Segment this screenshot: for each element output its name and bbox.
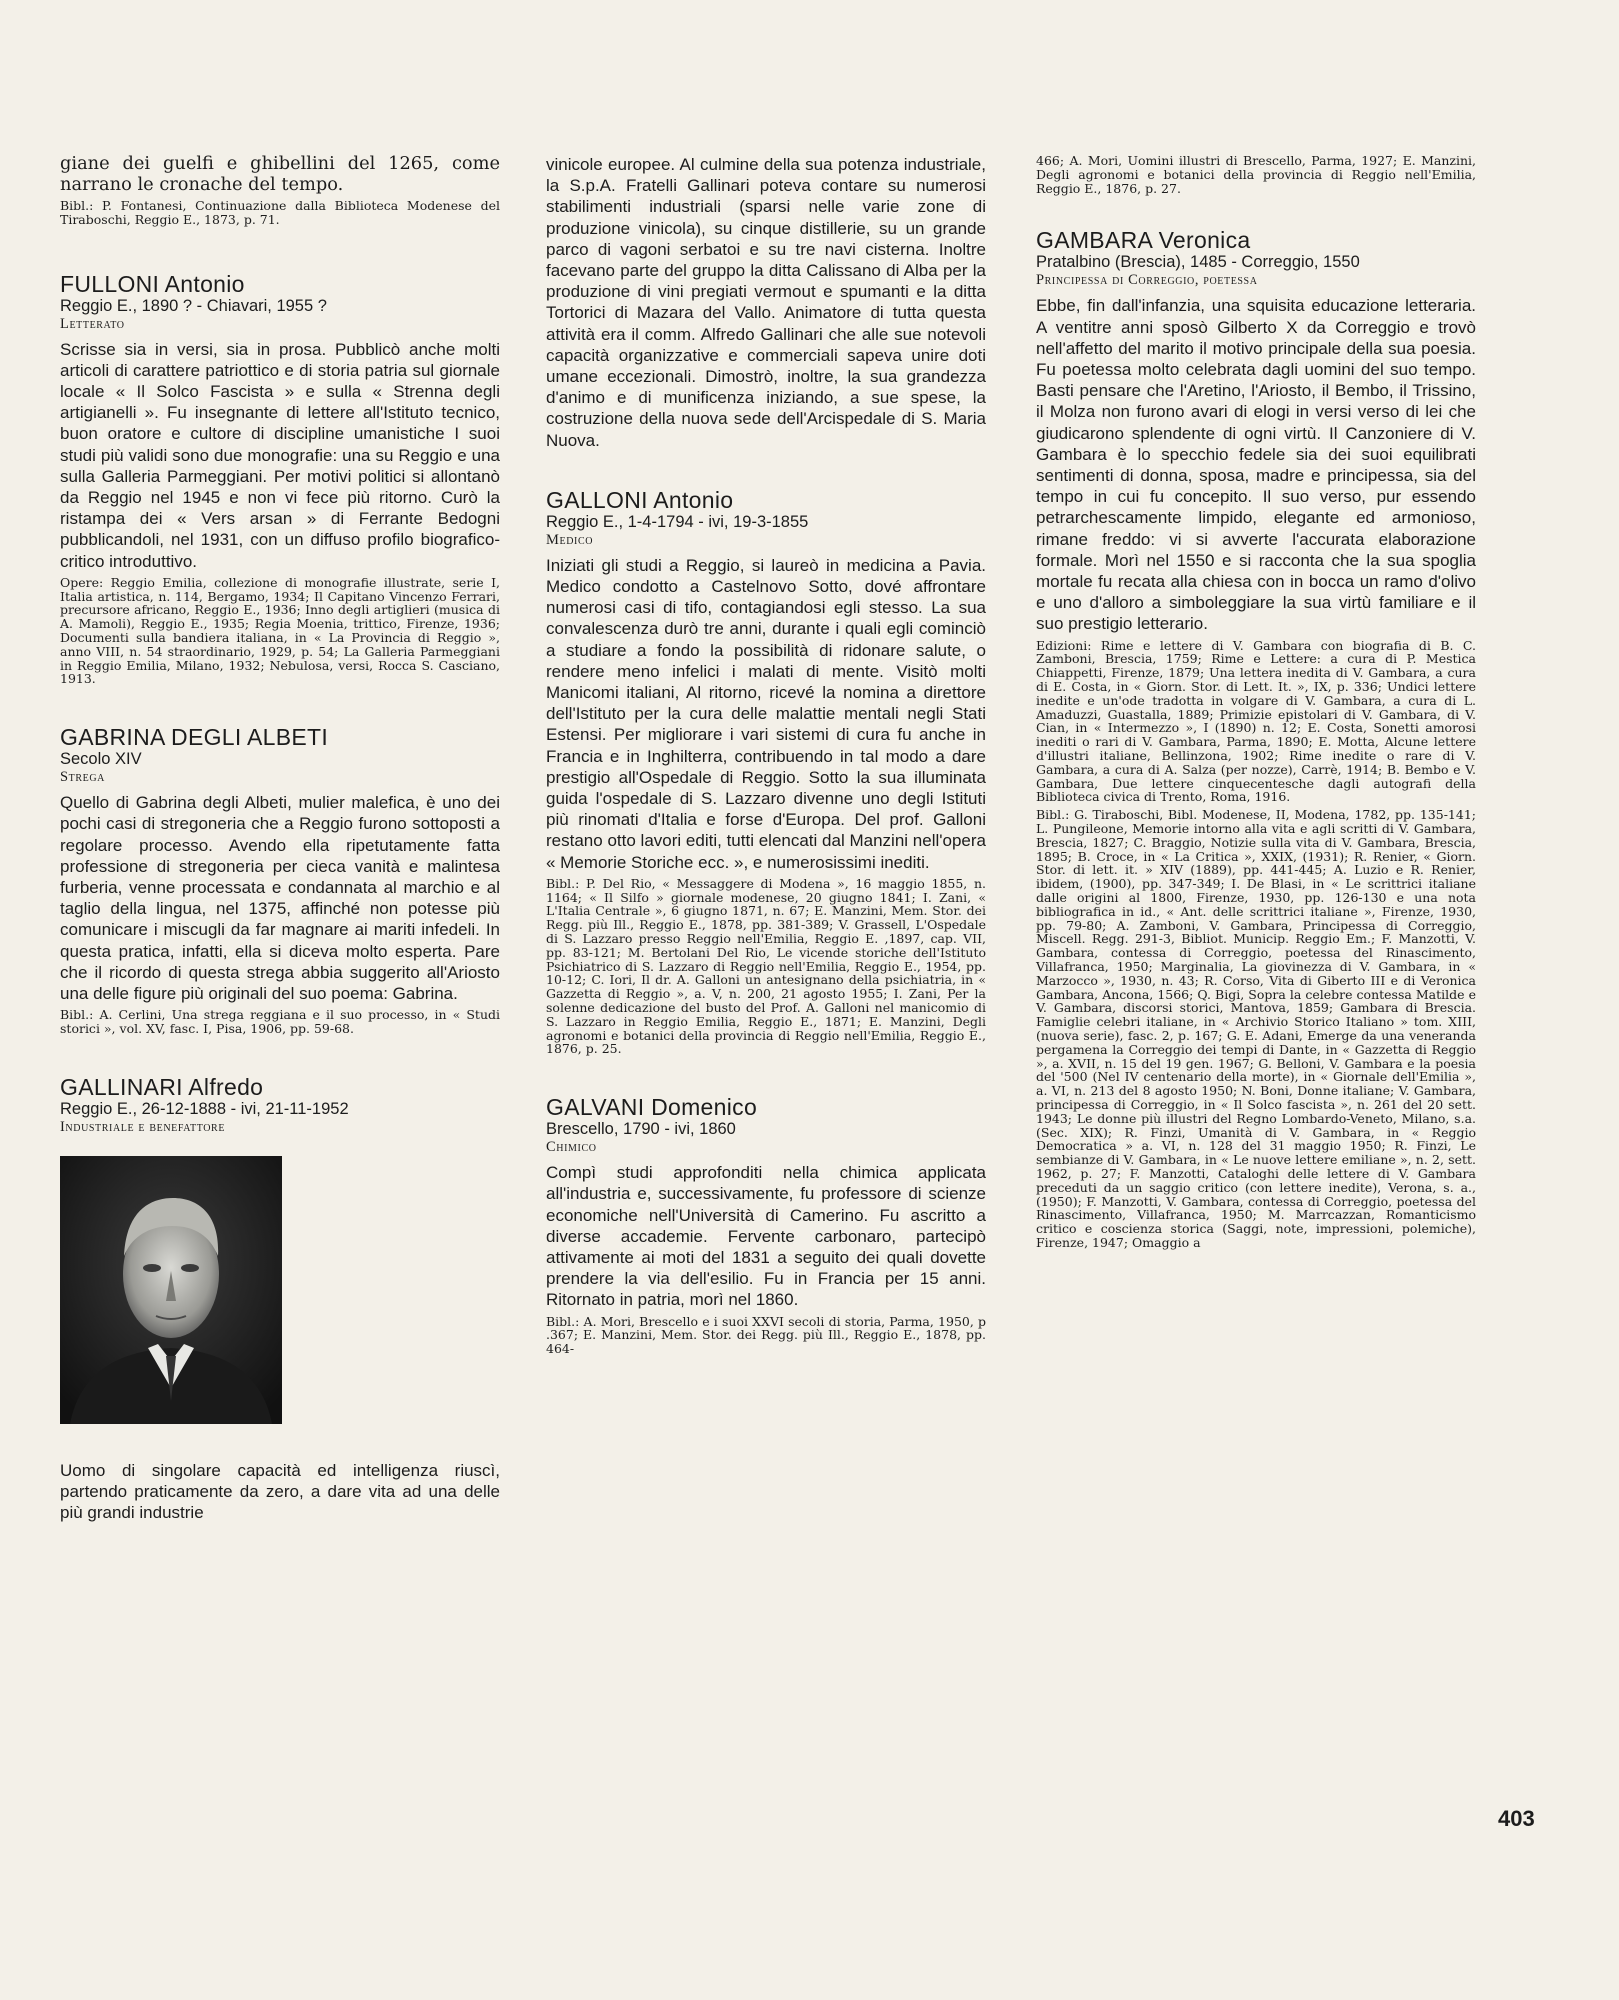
entry-heading	[60, 271, 500, 297]
bibliography: Bibl.: G. Tiraboschi, Bibl. Modenese, II, Modena, 1782, pp. 135-141; L. Pungileone, Memorie intorno alla vita e agli scritti di V. Gambara, Brescia, 1827; C. Braggio, Notizie sulla vita di V. Gambara, Brescia, 1895; B. Croce, in « La Critica », XXIX, (1931); R. Renier, « Giorn. Stor. di lett. it. » XIV (1889), pp. 441-445; A. Luzio e R. Renier, ibidem, (1900), pp. 347-349; I. De Blasi, in « Le scrittrici italiane dalle origini al 1800, Firenze, 1930, pp. 126-130 e una nota bibliografica in id., « Ant. delle scrittrici italiane », Firenze, 1930, pp. 79-80; A. Zamboni, V. Gambara, Principessa di Correggio, Miscell. Regg. 291-3, Bibliot. Municip. Reggio Em.; F. Manzotti, V. Gambara, contessa di Correggio, poetessa del Rinascimento, Villafranca, 1950; Marginalia, La giovinezza di V. Gambara, in « Marzocco », 1930, n. 43; R. Corso, Vita di Giberto III e di Veronica Gambara, Ancona, 1566; Q. Bigi, Sopra la celebre contessa Matilde e V. Gambara, discorsi storici, Mantova, 1859; Gambara di Brescia. Famiglie celebri italiane, in « Archivio Storico Italiano » tom. XIII, (nuova serie), fasc. 2, p. 167; G. E. Adani, Emerge da una veneranda pergamena la Correggio dei tempi di Dante, in « Gazzetta di Reggio », a. XVII, n. 15 del 19 gen. 1967; G. Belloni, V. Gambara e la poesia del '500 (Nel IV centenario della morte), in « Giornale dell'Emilia », a. VI, n. 213 del 8 agosto 1950; N. Boni, Donne italiane; V. Gambara, principessa di Correggio, in « Il Solco fascista », n. 261 del 20 sett. 1943; Le donne più illustri del Regno Lombardo-Veneto, Milano, s.a. (Sec. XIX); R. Finzi, Umanità di V. Gambara, in « Reggio Democratica » a. VI, n. 128 del 31 maggio 1950; R. Finzi, Le sembianze di V. Gambara, in « Le nuove lettere emiliane », n. 2, sett. 1962, p. 27; F. Manzotti, Cataloghi delle lettere di V. Gambara preceduti da un saggio critico (con lettere inedite), Verona, s. a., (1950); F. Manzotti, V. Gambara, contessa di Correggio, poetessa del Rinascimento, Villafranca, 1950; M. Marrcazzan, Romanticismo critico e coscienza storica (Saggi, note, impressioni, polemiche), Firenze, 1947; Omaggio a	[1036, 807, 1476, 1250]
page-number: 403	[1498, 1806, 1535, 1831]
bibliography: Bibl.: A. Mori, Brescello e i suoi XXVI secoli di storia, Parma, 1950, p .367; E. Manzini, Mem. Stor. dei Regg. più Ill., Reggio E., 1878, pp. 464-	[546, 1313, 986, 1357]
entry-given-name: Veronica	[1158, 227, 1251, 254]
entry-given-name: Antonio	[164, 270, 245, 297]
entry-text: Uomo di singolare capacità ed intelligenza riuscì, partendo praticamente da zero, a dare vita ad una delle più grandi industrie	[60, 1460, 500, 1523]
entry-text: Ebbe, fin dall'infanzia, una squisita educazione letteraria. A ventitre anni sposò Gilberto X da Correggio e trovò nell'affetto del marito il motivo principale della sua poesia. Fu poetessa molto celebrata dagli uomini del suo tempo. Basti pensare che l'Aretino, l'Ariosto, il Bembo, il Trissino, il Molza non furono avari di elogi in versi verso di lei che giudicarono splendente di ogni virtù. Il Canzoniere di V. Gambara è lo specchio fedele sia dei suoi equilibrati sentimenti di donna, sposa, madre e principessa, sia del tempo in cui fu concepito. Il suo verso, pur essendo petrarchescamente limpido, elegante ed armonioso, rimane freddo: vi si avverte l'accurata elaborazione formale. Morì nel 1550 e si racconta che la sua spoglia mortale fu recata alla chiesa con in bocca un ramo d'olivo e uno d'alloro a simboleggiare la sua virtù familiare e il suo prestigio letterario.	[1036, 296, 1476, 634]
entry-profession: Strega	[60, 769, 105, 786]
entry-profession: Principessa di Correggio, poetessa	[1036, 272, 1258, 289]
entry-gabrina	[60, 724, 500, 1036]
bibliography: Bibl.: P. Fontanesi, Continuazione dalla Biblioteca Modenese del Tiraboschi, Reggio E., 1873, p. 71.	[60, 198, 500, 227]
entry-heading	[60, 1074, 500, 1100]
entry-galvani	[546, 1094, 986, 1356]
entry-heading	[546, 487, 986, 513]
continued-text: giane dei guelfi e ghibellini del 1265, come narrano le cronache del tempo.	[60, 153, 500, 195]
entry-heading	[1036, 227, 1476, 253]
entry-given-name: Antonio	[653, 486, 734, 513]
entry-profession: Chimico	[546, 1139, 597, 1156]
entry-surname: GALVANI	[546, 1094, 645, 1121]
entry-dates: Reggio E., 26-12-1888 - ivi, 21-11-1952	[60, 1099, 349, 1118]
column-2	[546, 154, 986, 1356]
column-3	[1036, 154, 1476, 1250]
entry-gallinari	[60, 1074, 500, 1524]
bibliography: 466; A. Mori, Uomini illustri di Brescello, Parma, 1927; E. Manzini, Degli agronomi e botanici della provincia di Reggio nell'Emilia, Reggio E., 1876, p. 27.	[1036, 153, 1476, 196]
entry-given-name: Alfredo	[188, 1073, 264, 1100]
entry-text: Scrisse sia in versi, sia in prosa. Pubblicò anche molti articoli di carattere patriottico e di storia patria sul giornale locale « Il Solco Fascista » e sulla « Strenna degli artigianelli ». Fu insegnante di lettere all'Istituto tecnico, buon oratore e cultore di discipline umanistiche I suoi studi più validi sono due monografie: una su Reggio e una sulla Galleria Parmeggiani. Per motivi politici si allontanò da Reggio nel 1945 e non vi fece più ritorno. Curò la ristampa dei « Vers arsan » di Ferrante Bedogni pubblicandoli, nel 1931, con un diffuso profilo biografico-critico introduttivo.	[60, 339, 500, 571]
entry-surname: GAMBARA	[1036, 227, 1152, 254]
entry-gambara	[1036, 227, 1476, 1249]
entry-surname: GALLINARI	[60, 1073, 183, 1100]
entry-dates: Brescello, 1790 - ivi, 1860	[546, 1120, 736, 1139]
column-1	[60, 154, 500, 1523]
entry-galloni	[546, 487, 986, 1056]
entry-text: Iniziati gli studi a Reggio, si laureò in medicina a Pavia. Medico condotto a Castelnovo Sotto, dové affrontare numerosi casi di tifo, contagiandosi egli stesso. La sua convalescenza durò tre anni, durante i quali egli cominciò a studiare a fondo la possibilità di ridonare salute, o rendere meno infelici i malati di mente. Visitò molti Manicomi italiani, Al ritorno, ricevé la nomina a direttore dell'Istituto per la cura delle malattie mentali negli Stati Estensi. Per migliorare i vari sistemi di cura fu anche in Francia e in Inghilterra, contribuendo in tal modo a dare prestigio all'Ospedale di Reggio. Sotto la sua illuminata guida l'ospedale di S. Lazzaro divenne uno degli Istituti più rinomati d'Italia e forse d'Europa. Del prof. Galloni restano otto lavori editi, tutti elencati dal Manzini nell'opera « Memorie Storiche ecc. », e numerosissimi inediti.	[546, 555, 986, 872]
entry-text: Quello di Gabrina degli Albeti, mulier malefica, è uno dei pochi casi di stregoneria che a Reggio furono sottoposti a regolare processo. Avendo ella ripetutamente fatta professione di stregoneria per cieca vanità e malintesa furberia, venne processata e condannata al marchio e al taglio della lingua, nel 1375, affinché non potesse più comunicare i miscugli da far magnare ai mariti infedeli. In questa pratica, infatti, ella si diceva molto esperta. Pare che il ricordo di questa strega abbia suggerito all'Ariosto una delle figure più originali del suo poema: Gabrina.	[60, 793, 500, 1004]
entry-surname: GALLONI	[546, 486, 648, 513]
entry-fulloni	[60, 271, 500, 687]
entry-profession: Medico	[546, 531, 594, 548]
entry-text: Compì studi approfonditi nella chimica applicata all'industria e, successivamente, fu professore di scienze economiche nell'Università di Camerino. Fu ascritto a diverse accademie. Fervente carbonaro, partecipò attivamente ai moti del 1831 a seguito dei quali dovette prendere la via dell'esilio. Fu in Francia per 15 anni. Ritornato in patria, morì nel 1860.	[546, 1163, 986, 1310]
entry-profession: Letterato	[60, 315, 125, 332]
entry-works: Opere: Reggio Emilia, collezione di monografie illustrate, serie I, Italia artistica, n. 114, Bergamo, 1934; Il Capitano Vincenzo Ferrari, precursore africano, Reggio E., 1936; Inno degli artiglieri (musica di A. Mamoli), Reggio E., 1935; Regia Moenia, trittico, Firenze, 1936; Documenti sulla bandiera italiana, in « La Provincia di Reggio », anno VIII, n. 54 straordinario, 1929, p. 54; La Galleria Parmeggiani in Reggio Emilia, Milano, 1932; Nebulosa, versi, Rocca S. Casciano, 1913.	[60, 574, 500, 687]
entry-heading	[546, 1094, 986, 1120]
entry-dates: Reggio E., 1890 ? - Chiavari, 1955 ?	[60, 296, 327, 315]
entry-surname: GABRINA DEGLI ALBETI	[60, 724, 329, 751]
entry-heading	[60, 724, 500, 750]
entry-profession: Industriale e benefattore	[60, 1118, 226, 1135]
entry-given-name: Domenico	[651, 1094, 758, 1121]
continued-text: vinicole europee. Al culmine della sua potenza industriale, la S.p.A. Fratelli Gallinari poteva contare su numerosi stabilimenti industriali (sparsi nelle varie zone di produzione vinicola), su cinque distillerie, su un grande parco di vagoni serbatoi e su tre navi cisterna. Inoltre facevano parte del gruppo la ditta Calissano di Alba per la produzione di vini pregiati vermout e spumanti e la ditta Tortorici di Mazara del Vallo. Animatore di tutta questa attività era il comm. Alfredo Gallinari che alle sue notevoli capacità organizzative e commerciali sapeva unire doti umane eccezionali. Dimostrò, inoltre, la sua grandezza d'animo e di munificenza iniziando, a sue spese, la costruzione della nuova sede dell'Arcispedale di S. Maria Nuova.	[546, 155, 986, 450]
bibliography: Bibl.: P. Del Rio, « Messaggere di Modena », 16 maggio 1855, n. 1164; « Il Silfo » giornale modenese, 20 giugno 1841; I. Zani, « L'Italia Centrale », 6 giugno 1871, n. 67; E. Manzini, Mem. Stor. dei Regg. più Ill., Reggio E., 1878, pp. 381-389; V. Grassell, L'Ospedale di S. Lazzaro presso Reggio nell'Emilia, Reggio E. ,1897, cap. VII, pp. 83-121; M. Bertolani Del Rio, Le vicende storiche dell'Istituto Psichiatrico di S. Lazzaro di Reggio nell'Emilia, Reggio E., 1954, pp. 10-12; C. Iori, Il dr. A. Galloni un antesignano della psichiatria, in « Gazzetta di Reggio », a. V, n. 200, 21 agosto 1955; I. Zani, Per la solenne dedicazione del busto del Prof. A. Galloni nel manicomio di S. Lazzaro in Reggio Emilia, Reggio E., 1871; E. Manzini, Degli agronomi e botanici della provincia di Reggio nell'Emilia, Reggio E., 1876, p. 25.	[546, 875, 986, 1057]
portrait-photo	[60, 1156, 282, 1424]
entry-dates: Secolo XIV	[60, 750, 142, 769]
entry-dates: Pratalbino (Brescia), 1485 - Correggio, 1550	[1036, 253, 1360, 272]
entry-editions: Edizioni: Rime e lettere di V. Gambara con biografia di B. C. Zamboni, Brescia, 1759; Rime e Lettere: a cura di P. Mestica Chiappetti, Firenze, 1879; Una lettera inedita di V. Gambara, a cura di E. Costa, in « Giorn. Stor. di Lett. It. », IX, p. 336; Undici lettere inedite e un'ode tradotta in volgare di V. Gambara, a cura di L. Amaduzzi, Guastalla, 1889; Primizie epistolari di V. Gambara, di V. Cian, in « Intermezzo », I (1890) n. 12; E. Costa, Sonetti amorosi inediti o rari di V. Gambara, Parma, 1890; E. Motta, Alcune lettere d'illustri italiane, Bellinzona, 1902; Rime inedite o rare di V. Gambara, a cura di A. Salza (per nozze), Carrè, 1914; B. Bembo e V. Gambara, Due lettere cinquecentesche dagli autografi della Biblioteca civica di Trento, Roma, 1916.	[1036, 637, 1476, 805]
entry-surname: FULLONI	[60, 270, 160, 297]
bibliography: Bibl.: A. Cerlini, Una strega reggiana e il suo processo, in « Studi storici », vol. XV, fasc. I, Pisa, 1906, pp. 59-68.	[60, 1007, 500, 1037]
entry-dates: Reggio E., 1-4-1794 - ivi, 19-3-1855	[546, 512, 809, 531]
